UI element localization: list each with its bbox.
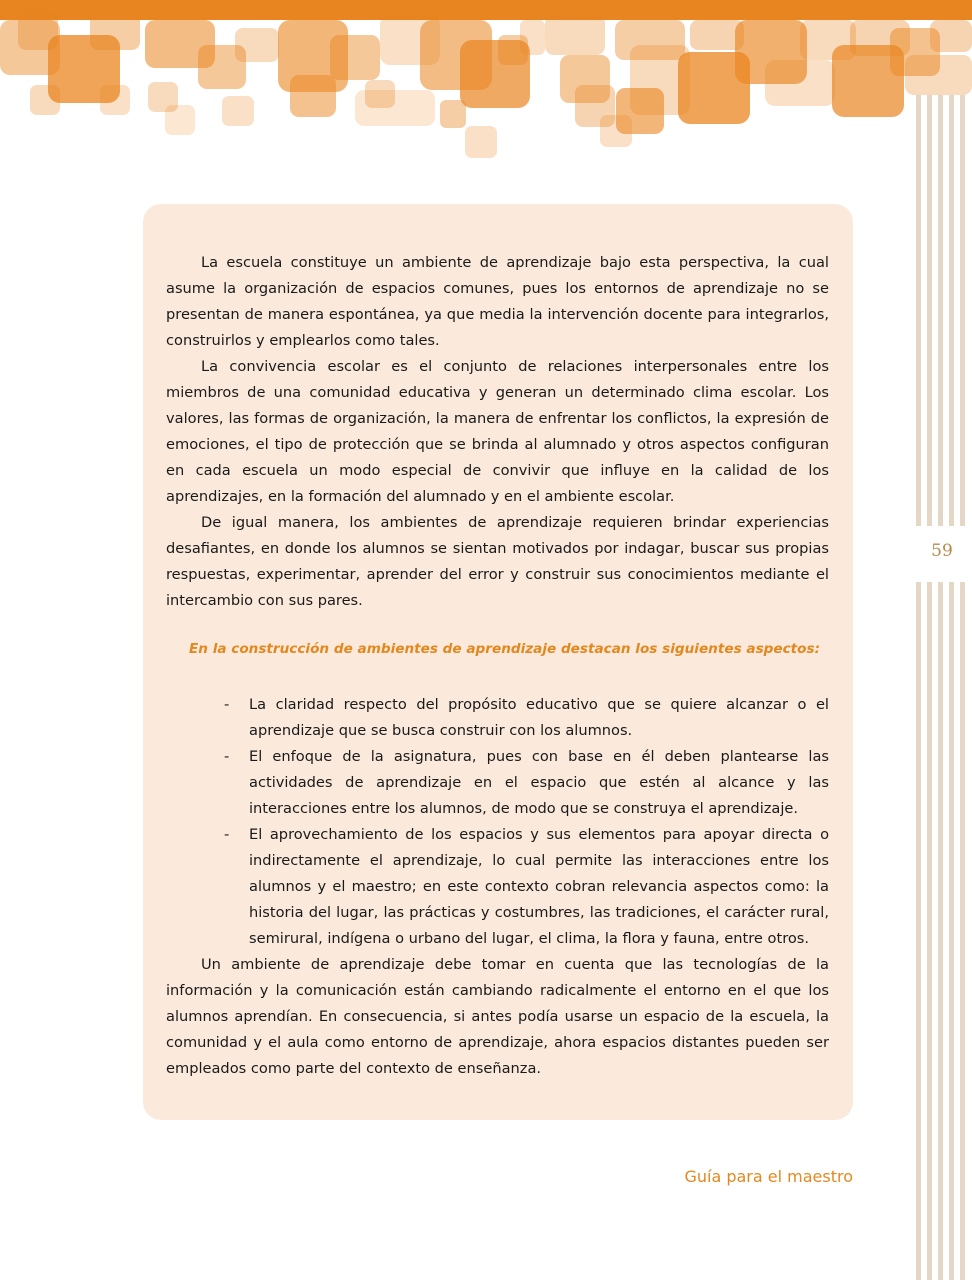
section-lead: En la construcción de ambientes de aprendizaje destacan los siguientes aspectos:: [189, 641, 821, 657]
decorative-squares-banner: [0, 0, 972, 170]
aspects-list: [166, 692, 829, 952]
list-item-text: El enfoque de la asignatura, pues con base en él deben plantearse las actividades de aprendizaje en el espacio que estén al alcance y las interacciones entre los alumnos, de modo que se construya el aprendizaje.: [249, 748, 829, 817]
list-item: [224, 692, 829, 744]
footer-title: Guía para el maestro: [684, 1167, 853, 1186]
list-item: [224, 822, 829, 952]
page-number: 59: [931, 541, 953, 561]
paragraph: De igual manera, los ambientes de aprendizaje requieren brindar experiencias desafiantes, en donde los alumnos se sientan motivados por indagar, buscar sus propias respuestas, experimentar, aprender del error y construir sus conocimientos mediante el intercambio con sus pares.: [166, 514, 829, 609]
body-text: [166, 250, 829, 1082]
list-item-text: La claridad respecto del propósito educativo que se quiere alcanzar o el aprendizaje que se busca construir con los alumnos.: [249, 696, 829, 739]
bullet-dash: -: [224, 748, 230, 765]
bullet-dash: -: [224, 826, 230, 843]
list-item: [224, 744, 829, 822]
paragraph: La escuela constituye un ambiente de aprendizaje bajo esta perspectiva, la cual asume la organización de espacios comunes, pues los entornos de aprendizaje no se presentan de manera espontánea, ya que media la intervención docente para integrarlos, construirlos y emplearlos como tales.: [166, 254, 829, 349]
vertical-stripes-decoration: [914, 95, 972, 1280]
paragraph: La convivencia escolar es el conjunto de relaciones interpersonales entre los miembros de una comunidad educativa y generan un determinado clima escolar. Los valores, las formas de organización, la manera de enfrentar los conflictos, la expresión de emociones, el tipo de protección que se brinda al alumnado y otros aspectos configuran en cada escuela un modo especial de convivir que influye en la calidad de los aprendizajes, en la formación del alumnado y en el ambiente escolar.: [166, 358, 829, 505]
bullet-dash: -: [224, 696, 230, 713]
list-item-text: El aprovechamiento de los espacios y sus elementos para apoyar directa o indirectamente el aprendizaje, lo cual permite las interacciones entre los alumnos y el maestro; en este contexto cobran relevancia aspectos como: la historia del lugar, las prácticas y costumbres, las tradiciones, el carácter rural, semirural, indígena o urbano del lugar, el clima, la flora y fauna, entre otros.: [249, 826, 829, 947]
closing-paragraph: Un ambiente de aprendizaje debe tomar en cuenta que las tecnologías de la información y la comunicación están cambiando radicalmente el entorno en el que los alumnos aprendían. En consecuencia, si antes podía usarse un espacio de la escuela, la comunidad y el aula como entorno de aprendizaje, ahora espacios distantes pueden ser empleados como parte del contexto de enseñanza.: [166, 956, 829, 1077]
